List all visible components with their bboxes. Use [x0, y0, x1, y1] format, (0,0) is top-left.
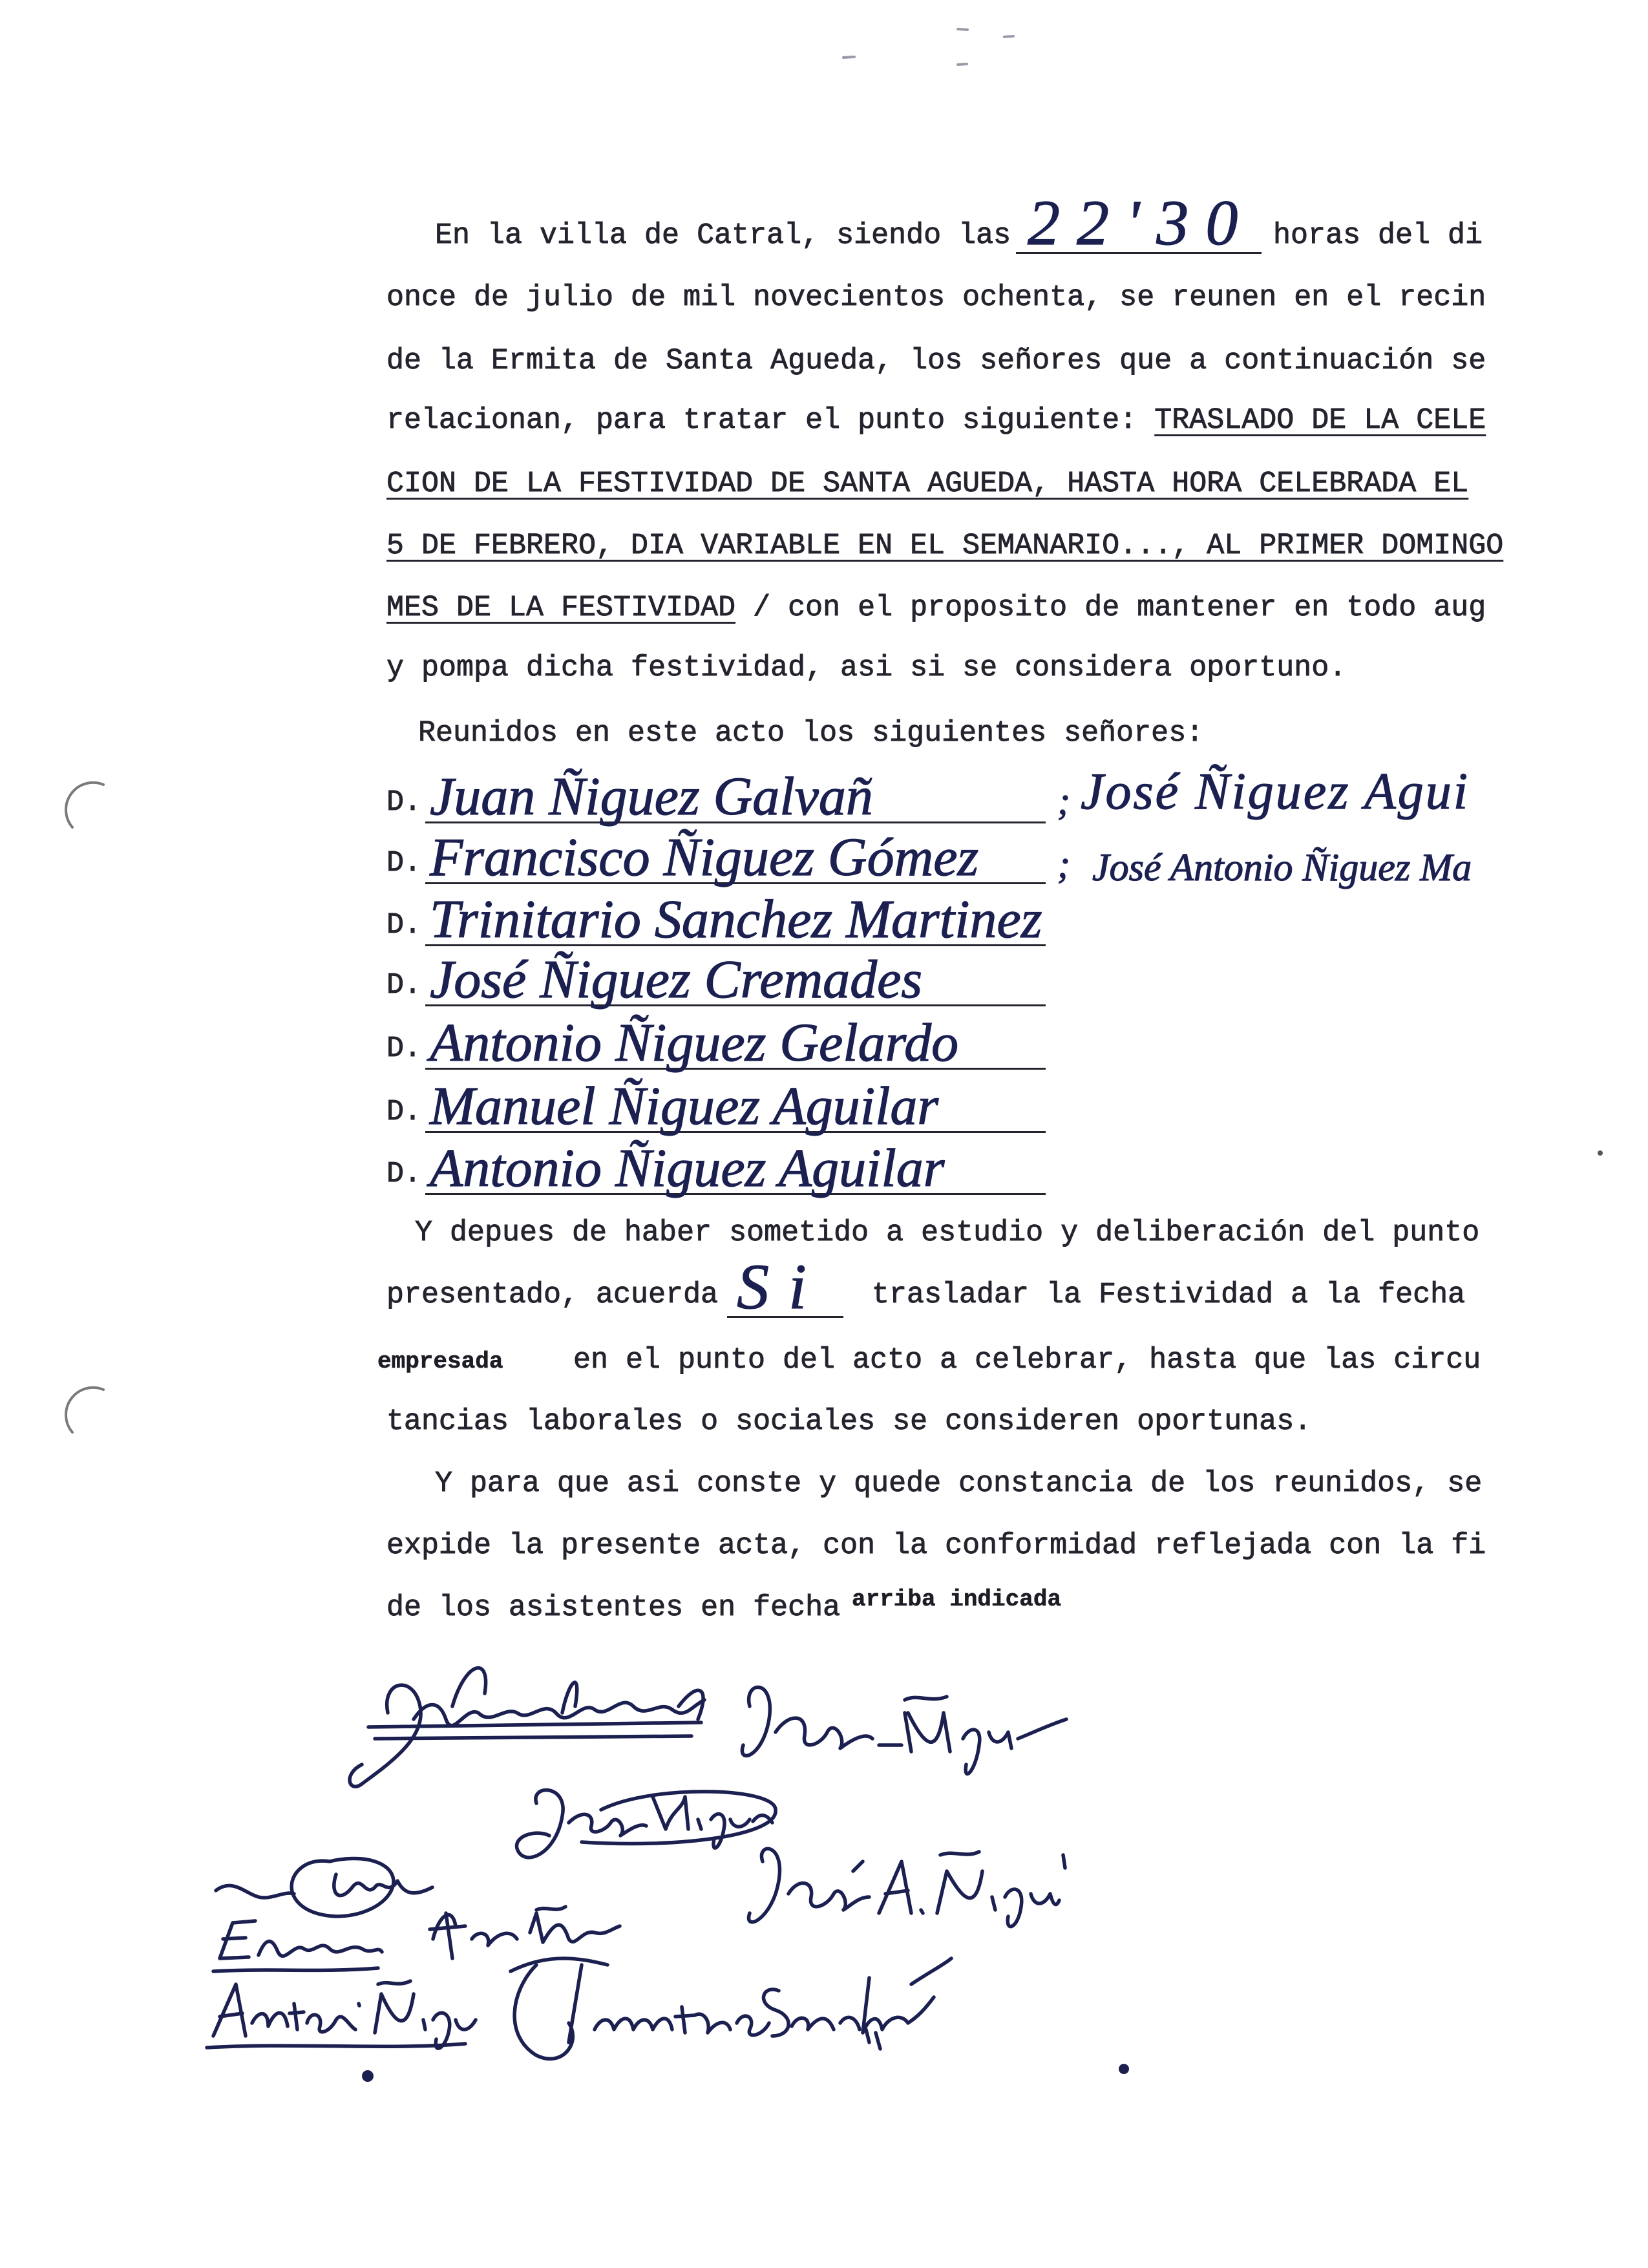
attendee-prefix: D.: [386, 1158, 422, 1191]
attendee-prefix: D.: [386, 969, 422, 1002]
attendee-name: Antonio Ñiguez Gelardo: [430, 1013, 959, 1073]
stamped-phrase: arriba indicada: [852, 1586, 1062, 1613]
subject-underlined-line-3: 5 DE FEBRERO, DIA VARIABLE EN EL SEMANARIO..., AL PRIMER DOMINGO: [386, 529, 1504, 562]
signature-1: [350, 1668, 704, 1786]
signature-3: [517, 1790, 776, 1858]
attendee-name: Manuel Ñiguez Aguilar: [430, 1076, 939, 1136]
punch-hole-mark: [66, 783, 103, 827]
opening-line-4: [386, 406, 1486, 435]
closing-line-3-start: de los asistentes en fecha: [386, 1591, 841, 1624]
resolution-line-2-end: trasladar la Festividad a la fecha: [872, 1278, 1466, 1311]
opening-line-1-end: horas del di: [1273, 219, 1483, 252]
attendee-prefix: D.: [386, 909, 422, 942]
attendee-prefix: D.: [386, 786, 422, 819]
closing-line-2: expide la presente acta, con la conformidad reflejada con la fi: [386, 1529, 1486, 1562]
opening-line-3: de la Ermita de Santa Agueda, los señores que a continuación se: [386, 344, 1486, 377]
signature-8: [207, 1981, 476, 2048]
punch-hole-mark: [66, 1388, 103, 1432]
signature-7: [213, 1921, 382, 1971]
attendee-name: Juan Ñiguez Galvañ: [430, 767, 873, 827]
opening-line-4-text: relacionan, para tratar el punto siguiente:: [386, 404, 1137, 437]
attendee-name-right: José Ñiguez Agui: [1081, 763, 1470, 820]
signature-5: [749, 1849, 1065, 1926]
opening-line-2: once de julio de mil novecientos ochenta, se reunen en el recin: [386, 281, 1486, 314]
subject-underlined-end: MES DE LA FESTIVIDAD: [386, 591, 736, 624]
scan-speck: [843, 29, 1013, 65]
opening-line-7-text: / con el proposito de mantener en todo aug: [753, 591, 1486, 624]
signature-9: [511, 1958, 951, 2059]
ink-speck: [1598, 1150, 1603, 1156]
attendee-separator: ;: [1057, 779, 1070, 822]
resolution-line-1: Y depues de haber sometido a estudio y deliberación del punto: [415, 1216, 1480, 1249]
attendees-intro: Reunidos en este acto los siguientes señores:: [418, 717, 1204, 750]
resolution-line-2-start: presentado, acuerda: [386, 1278, 719, 1311]
attendee-name: Antonio Ñiguez Aguilar: [430, 1138, 945, 1198]
opening-line-1-start: En la villa de Catral, siendo las: [435, 219, 1011, 252]
closing-line-1: Y para que asi conste y quede constancia de los reunidos, se: [435, 1467, 1483, 1500]
attendee-separator: ;: [1057, 843, 1070, 885]
resolution-line-3-end: en el punto del acto a celebrar, hasta que las circu: [573, 1344, 1481, 1377]
handwritten-decision: Si: [737, 1251, 826, 1322]
subject-underlined-start: TRASLADO DE LA CELE: [1154, 404, 1486, 437]
opening-line-8: y pompa dicha festividad, asi si se considera oportuno.: [386, 652, 1347, 684]
stamped-word: empresada: [377, 1348, 503, 1375]
handwritten-time: 22'30: [1028, 187, 1255, 259]
attendee-name: Trinitario Sanchez Martinez: [430, 889, 1042, 949]
attendee-prefix: D.: [386, 1032, 422, 1065]
attendee-prefix: D.: [386, 847, 422, 880]
signature-2: [742, 1687, 1066, 1774]
attendee-name: Francisco Ñiguez Gómez: [430, 827, 979, 887]
ink-speck: [362, 2070, 374, 2082]
attendee-prefix: D.: [386, 1096, 422, 1129]
ink-speck: [1119, 2064, 1129, 2074]
attendee-name: José Ñiguez Cremades: [430, 949, 923, 1010]
resolution-line-4: tancias laborales o sociales se consideren oportunas.: [386, 1405, 1312, 1438]
subject-underlined-line-2: CION DE LA FESTIVIDAD DE SANTA AGUEDA, HASTA HORA CELEBRADA EL: [386, 467, 1469, 500]
signature-6: [430, 1907, 620, 1958]
signature-4: [216, 1858, 432, 1916]
attendee-name-right: José Antonio Ñiguez Ma: [1092, 846, 1472, 889]
opening-line-7: [386, 593, 1486, 622]
